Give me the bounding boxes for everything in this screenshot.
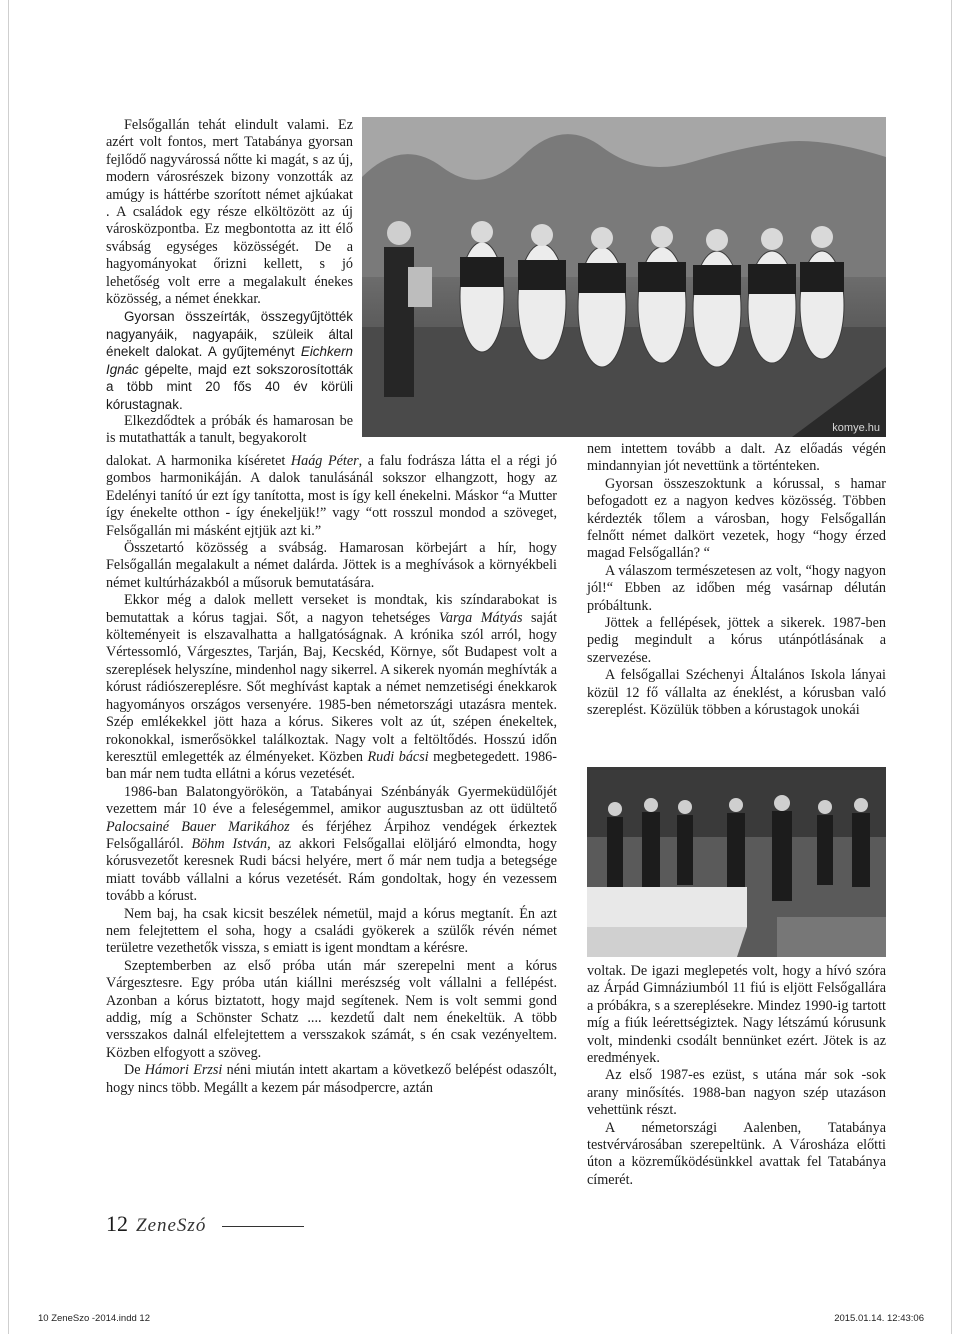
person-name: Varga Mátyás [438,609,523,626]
choir-photo-illustration [362,117,886,437]
text-run: gépelte, majd ezt sokszorosították a több mint 20 fős 40 év körüli kórustagnak. [106,361,353,412]
person-name: Eichkern Ignác [106,344,353,377]
paragraph: A felsőgallai Széchenyi Általános Iskola lányai közül 12 fő vállalta az éneklést, a kórusban való szereplést. Közülük többen a kórustagok unokái [587,667,886,719]
paragraph [106,308,353,412]
person-name: Palocsainé Bauer Marikához [106,818,290,835]
page-number: 12 [106,1211,128,1236]
text-run: saját költeményeit is elszavalhatta a hallgatóságnak. A krónika szól arról, hogy Vértessomló, Várgesztes, Tarján, Baj, Kecskéd, Környe, sőt Budapest volt a szereplések helyszíne, mindenhol nagy sikerrel. A sikerek nyomán meghívták a kórust rádiószereplésre. Sőt meghívást kaptak a német nemzetiségi énekkarok hagyományos országos versenyére. 1985-ben németországi utazásra mentek. Szép emlékekkel jött haza a kórus. Sikeres volt az út, szépen énekeltek, rokonokkal, ismerősökkel találkoztak. Nagy volt a feltöltődés. Hosszú időn keresztül emlegették az élményeket. Közben [106,609,558,765]
paragraph: Gyorsan összeszoktunk a kórussal, s hamar befogadott ez a nagyon kedves közösség. Többen kérdezték tőlem a városban, hogy Felsőgallán felnőtt német dalkört vezetek, hogy “hogy érzed magad Felsőgallán? “ [587,475,886,562]
paragraph: Jöttek a fellépések, jöttek a sikerek. 1987-ben pedig megindult a kórus utánpótlásának a szervezése. [587,615,886,666]
paragraph: Felsőgallán tehát elindult valami. Ez azért volt fontos, mert Tatabánya gyorsan fejlődő nagyvárossá nőtte ki magát, s az új, modern városrészek bizony vonzották az amúgy is háttérbe szorított német ajkúakat . A családok egy része elköltözött az új városközpontba. Ez megbontotta az itt élő svábság egységes közösségét. De a hagyományokat őrizni kellett, s jó lehetőség volt erre a megalakult énekes közösség, a német énekkar. [106,117,353,308]
paragraph [106,1062,557,1097]
page-edge-right [951,0,952,1334]
text-run: megbetegedett. 1986-ban már nem tudta ellátni a kórus vezetését. [106,748,557,783]
text-column-right-lower [587,963,886,1189]
text-run: dalokat. A harmonika kíséretet [106,453,291,469]
paragraph [106,592,557,783]
text-run: De [124,1062,145,1079]
choir-photo [362,117,886,437]
paragraph: Elkezdődtek a próbák és hamarosan be is mutathatták a tanult, begyakorolt [106,412,353,447]
reception-photo-illustration [587,767,886,957]
text-run: 1986-ban Balatongyörökön, a Tatabányai Szénbányák Gyermeküdülőjét vezettem már 10 éve a feleségemmel, amikor augusztusban az ott üdültető [106,783,557,818]
person-name: Böhm István [191,835,268,852]
text-run: , az akkori Felsőgallai elöljáró elmondta, hogy kórusvezetőt keresnek Rudi bácsi helyére, mert ő már nem tudja a betegsége miatt tovább vállalni a kórus vezetését. Rám gondoltak, hogy én vezessem tovább a kórust. [106,835,557,905]
text-run: , a falu fodrásza látta el a régi jó gombos harmonikáján. A dalok tanulásánál sokszor elhangzott, hogy az Edelényi tanító úr ezt így tanította, most is így kell énekelni. Máskor “a Mutter így énekelte otthon - így énekeljük!” vagy “ott rosszul mondod a szöveget, Felsőgallán mi másként ejtjük azt ki.” [106,453,557,539]
paragraph [106,784,557,906]
paragraph: Nem baj, ha csak kicsit beszélek németül, majd a kórus megtanít. Én azt nem felejtettem el soha, hogy a családi gyökerek a szülők révén német területre vezethetők vissza, s emiatt is igent mondtam a kérésre. [106,905,557,957]
person-name: Rudi bácsi [367,748,429,765]
text-run: Gyorsan összeírták, összegyűjtötték nagyanyáik, nagyapáik, szüleik által énekelt dalokat. A gyűjteményt [106,309,353,360]
person-name: Haág Péter [290,453,359,469]
paragraph: Összetartó közösség a svábság. Hamarosan körbejárt a hír, hogy Felsőgallán megalakult a német dalárda. Jöttek is a meghívások a környékbeli német kultúrházakból a műsoruk bemutatására. [106,540,557,591]
page-folio [106,1211,304,1237]
magazine-logo: ZeneSzó [136,1215,207,1236]
print-slug-right: 2015.01.14. 12:43:06 [834,1313,924,1324]
paragraph: voltak. De igazi meglepetés volt, hogy a hívó szóra az Árpád Gimnáziumból 11 fiú is eljött Felsőgallára a próbákra, s a szereplésekre. Mindez 1990-ig tartott míg a fiúk leérettségiztek. Nagy létszámú kórusunk volt, mindenki csodált bennünket ezért. Jötek is az eredmények. [587,963,886,1067]
paragraph: nem intettem tovább a dalt. Az előadás végén mindannyian jót nevettünk a történteken. [587,441,886,475]
print-slug-left: 10 ZeneSzo -2014.indd 12 [38,1313,150,1324]
page-edge-left [8,0,9,1334]
text-column-main-left [106,453,557,1097]
text-column-right-upper [587,441,886,720]
text-column-top-left [106,117,353,448]
paragraph: Az első 1987-es ezüst, s utána már sok -sok arany minősítés. 1988-ban nagyon szép utazáson vehettünk részt. [587,1067,886,1119]
text-run: és férjéhez Árpihoz vendégek érkeztek Felsőgalláról. [106,818,557,852]
folio-rule [222,1226,304,1227]
paragraph: A válaszom természetesen az volt, “hogy nagyon jól!“ Ebben az időben még vasárnap délután próbáltunk. [587,562,886,614]
text-run: néni miután intett akartam a következő belépést odaszólt, hogy nincs több. Megállt a kezem pár másodpercre, aztán [106,1062,557,1096]
text-run: Ekkor még a dalok mellett verseket is mondtak, kis színdarabokat is bemutattak a kórus tagjai. Sőt, a nagyon tehetséges [106,592,557,626]
reception-photo [587,767,886,957]
paragraph [106,453,557,540]
paragraph: A németországi Aalenben, Tatabánya testvérvárosában szerepeltünk. A Városháza előtti úton a közreműködésünkkel avattak fel Tatabánya címerét. [587,1119,886,1188]
person-name: Hámori Erzsi [144,1062,223,1079]
photo-credit: komye.hu [832,422,880,434]
paragraph: Szeptemberben az első próba után már szerepelni ment a kórus Várgesztesre. Egy próba után kiállni merészség volt vállalni a fellépést. Azonban a kórus biztatott, hogy majd segítenek. Nem is volt semmi gond addig, míg a Schönster Schatz .... kezdetű dalt nem énekeltük. A több versszakos dalnál elfelejtettem a versszakok számát, s én csak vezényeltem. Közben elfogyott a szöveg. [106,957,557,1061]
